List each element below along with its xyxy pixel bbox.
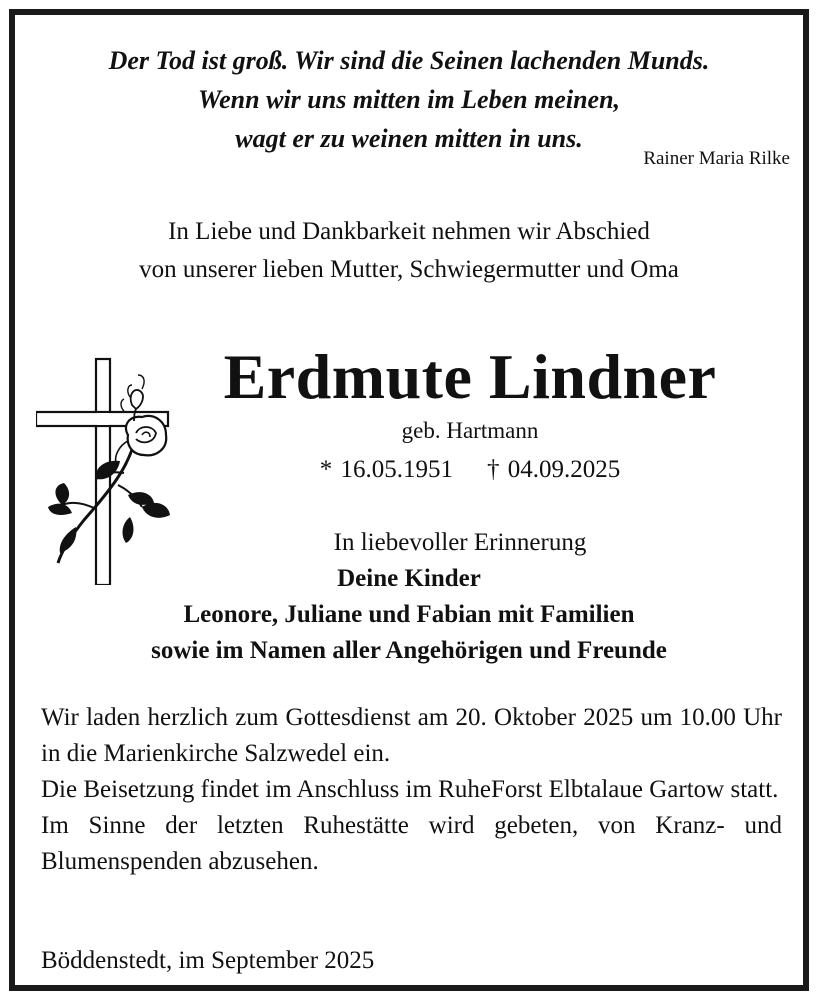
death-date: † 04.09.2025 — [487, 456, 621, 483]
maiden-name: geb. Hartmann — [401, 418, 539, 443]
signers — [15, 561, 803, 669]
farewell-line: von unserer lieben Mutter, Schwiegermutter und Oma — [139, 256, 679, 283]
quote-author: Rainer Maria Rilke — [643, 148, 790, 169]
quote-line: wagt er zu weinen mitten in uns. — [235, 124, 583, 153]
farewell-line: In Liebe und Dankbarkeit nehmen wir Abschied — [168, 218, 650, 245]
flowers-paragraph: Im Sinne der letzten Ruhestätte wird gebeten, von Kranz- und Blumenspenden abzusehen. — [41, 812, 782, 875]
quote-line: Der Tod ist groß. Wir sind die Seinen lachenden Munds. — [108, 46, 710, 75]
quote-line: Wenn wir uns mitten im Leben meinen, — [197, 85, 621, 114]
obituary-notice — [9, 9, 809, 991]
service-paragraph: Wir laden herzlich zum Gottesdienst am 20. Oktober 2025 um 10.00 Uhr in die Marienkirche Salzwedel ein. — [41, 704, 782, 767]
burial-paragraph: Die Beisetzung findet im Anschluss im RuheForst Elbtalaue Gartow statt. — [41, 776, 779, 803]
signer-line: sowie im Namen aller Angehörigen und Freunde — [151, 637, 667, 664]
birth-date: * 16.05.1951 — [319, 456, 453, 483]
place-and-date: Böddenstedt, im September 2025 — [41, 947, 375, 974]
life-dates — [175, 452, 765, 488]
signer-line: Leonore, Juliane und Fabian mit Familien — [183, 601, 635, 628]
rilke-quote — [15, 41, 803, 158]
signer-line: Deine Kinder — [337, 565, 481, 592]
service-info — [41, 700, 782, 880]
deceased-name: Erdmute Lindner — [223, 341, 717, 412]
memory-line: In liebevoller Erinnerung — [333, 529, 587, 556]
farewell-text — [15, 213, 803, 289]
